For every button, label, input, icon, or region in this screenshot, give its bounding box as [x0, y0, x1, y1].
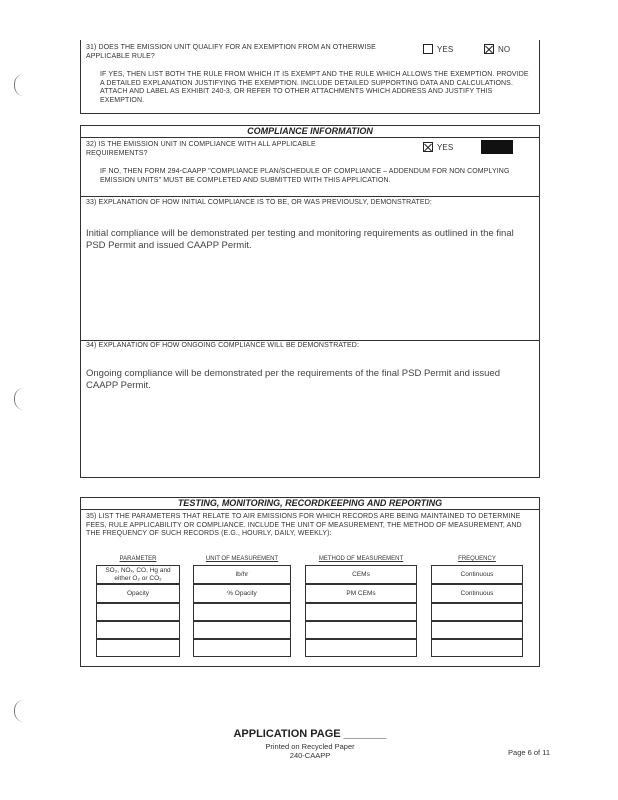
q32-yes-checkbox[interactable] — [423, 142, 433, 152]
table-cell[interactable] — [431, 603, 523, 621]
application-page-title: APPLICATION PAGE _______ — [233, 728, 387, 740]
table-cell[interactable]: CEMs — [305, 565, 417, 584]
column-header-frequency: FREQUENCY — [458, 556, 496, 562]
table-cell[interactable]: Continuous — [431, 584, 523, 603]
q34-answer: Ongoing compliance will be demonstrated per the requirements of the final PSD Permit and issued CAAPP Permit. — [86, 368, 500, 391]
testing-header: TESTING, MONITORING, RECORDKEEPING AND REPORTING — [177, 498, 443, 508]
q31-no-label: NO — [498, 45, 511, 54]
q32-no-redaction — [481, 140, 513, 154]
punch-hole-mark — [14, 74, 25, 96]
q31-no-checkbox[interactable] — [484, 44, 494, 54]
compliance-header: COMPLIANCE INFORMATION — [247, 126, 373, 136]
table-cell[interactable] — [305, 639, 417, 657]
table-cell[interactable] — [193, 621, 291, 639]
table-cell[interactable] — [193, 603, 291, 621]
divider — [80, 196, 540, 197]
q31-question: 31) DOES THE EMISSION UNIT QUALIFY FOR AN EXEMPTION FROM AN OTHERWISE APPLICABLE RULE? — [86, 44, 376, 60]
table-cell[interactable] — [96, 639, 180, 657]
column-header-unit: UNIT OF MEASUREMENT — [205, 556, 279, 562]
q34-question: 34) EXPLANATION OF HOW ONGOING COMPLIANCE WILL BE DEMONSTRATED: — [86, 342, 359, 349]
q33-answer: Initial compliance will be demonstrated per testing and monitoring requirements as outlined in the final PSD Permit and issued CAAPP Permit. — [86, 228, 514, 251]
table-cell[interactable]: Continuous — [431, 565, 523, 584]
punch-hole-mark — [14, 388, 25, 410]
table-cell[interactable] — [305, 621, 417, 639]
page-number: Page 6 of 11 — [508, 748, 550, 757]
column-header-parameter: PARAMETER — [119, 556, 157, 562]
recycled-paper-note: Printed on Recycled Paper — [265, 742, 355, 751]
q32-question: 32) IS THE EMISSION UNIT IN COMPLIANCE WITH ALL APPLICABLE REQUIREMENTS? — [86, 141, 316, 157]
q31-instructions: IF YES, THEN LIST BOTH THE RULE FROM WHICH IT IS EXEMPT AND THE RULE WHICH ALLOWS THE EXEMPTION. PROVIDE A DETAILED EXPLANATION JUSTIFYING THE EXEMPTION. INCLUDE DETAILED SUPPORTING DATA AND CALCULATIONS. ATTACH AND LABEL AS EXHIBIT 240-3, OR REFER TO OTHER ATTACHMENTS WHICH ADDRESS AND JUSTIFY THIS EXEMPTION. — [100, 71, 529, 104]
table-cell[interactable] — [431, 621, 523, 639]
form-number: 240-CAAPP — [289, 751, 331, 760]
table-cell[interactable] — [431, 639, 523, 657]
table-cell[interactable]: PM CEMs — [305, 584, 417, 603]
divider — [80, 340, 540, 341]
q31-yes-label: YES — [437, 45, 454, 54]
column-header-method: METHOD OF MEASUREMENT — [318, 556, 404, 562]
table-cell[interactable] — [96, 603, 180, 621]
q32-note: IF NO, THEN FORM 294-CAAPP "COMPLIANCE PLAN/SCHEDULE OF COMPLIANCE – ADDENDUM FOR NON COMPLYING EMISSION UNITS" MUST BE COMPLETED AND SUBMITTED WITH THIS APPLICATION. — [100, 168, 510, 184]
q33-question: 33) EXPLANATION OF HOW INITIAL COMPLIANCE IS TO BE, OR WAS PREVIOUSLY, DEMONSTRATED: — [86, 199, 432, 206]
table-cell[interactable]: Opacity — [96, 584, 180, 603]
table-cell[interactable] — [96, 621, 180, 639]
table-cell[interactable]: SO₂, NOₓ, CO, Hg and either O₂ or CO₂ — [96, 565, 180, 584]
table-cell[interactable]: lb/hr — [193, 565, 291, 584]
q35-question: 35) LIST THE PARAMETERS THAT RELATE TO AIR EMISSIONS FOR WHICH RECORDS ARE BEING MAINTAINED TO DETERMINE FEES, RULE APPLICABILITY OR COMPLIANCE. INCLUDE THE UNIT OF MEASUREMENT, THE METHOD OF MEASUREMENT, AND THE FREQUENCY OF SUCH RECORDS (E.G., HOURLY, DAILY, WEEKLY): — [86, 513, 522, 537]
q32-yes-label: YES — [437, 143, 454, 152]
table-cell[interactable] — [193, 639, 291, 657]
q31-yes-checkbox[interactable] — [423, 44, 433, 54]
table-cell[interactable]: % Opacity — [193, 584, 291, 603]
table-cell[interactable] — [305, 603, 417, 621]
punch-hole-mark — [14, 700, 25, 722]
